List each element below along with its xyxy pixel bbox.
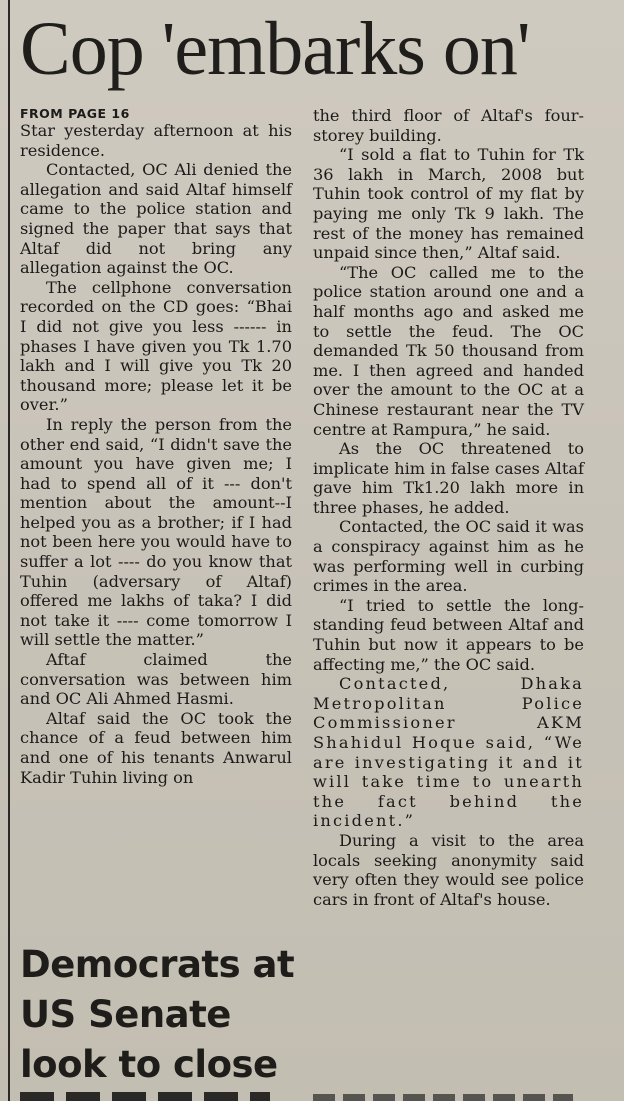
headline-line: US Senate [20, 993, 231, 1036]
jump-label: FROM PAGE 16 [20, 106, 130, 121]
headline-line: look to close [20, 1043, 278, 1086]
paragraph: Contacted, OC Ali denied the allegation and said Altaf himself came to the police station and signed the paper that says that Altaf did not bring any allegation against the OC. [20, 160, 292, 278]
cropped-text-fragment [313, 1094, 573, 1101]
paragraph: “The OC called me to the police station around one and a half months ago and asked me to settle the feud. The OC demanded Tk 50 thousand from me. I then agreed and handed over the amount to the OC at a Chinese restaurant near the TV centre at Rampura,” he said. [313, 262, 584, 439]
paragraph: Aftaf claimed the conversation was between him and OC Ali Ahmed Hasmi. [20, 650, 292, 709]
paragraph: In reply the person from the other end said, “I didn't save the amount you have given me; I had to spend all of it --- don't mention about the amount--I helped you as a brother; if I had not been here you would have to suffer a lot ---- do you know that Tuhin (adversary of Altaf) offered me lakhs of taka? I did not take it ---- come tomorrow I will settle the matter.” [20, 414, 292, 650]
article-column-left [20, 106, 292, 787]
column-rule [8, 0, 10, 1101]
cropped-text-fragment [20, 1092, 270, 1101]
paragraph: the third floor of Altaf's four-storey building. [313, 106, 584, 145]
paragraph: The cellphone conversation recorded on the CD goes: “Bhai I did not give you less ------ in phases I have given you Tk 1.70 lakh and I will give you Tk 20 thousand more; please let it be over.” [20, 277, 292, 415]
paragraph: “I tried to settle the long-standing feud between Altaf and Tuhin but now it appears to be affecting me,” the OC said. [313, 595, 584, 674]
paragraph: During a visit to the area locals seeking anonymity said very often they would see police cars in front of Altaf's house. [313, 830, 584, 909]
article-headline: Cop 'embarks on' [20, 7, 530, 91]
second-article-headline [20, 940, 310, 1090]
paragraph: Star yesterday afternoon at his residence. [20, 121, 292, 160]
article-column-right [313, 106, 584, 909]
paragraph: Contacted, the OC said it was a conspiracy against him as he was performing well in curbing crimes in the area. [313, 517, 584, 596]
paragraph: “I sold a flat to Tuhin for Tk 36 lakh in March, 2008 but Tuhin took control of my flat by paying me only Tk 9 lakh. The rest of the money has remained unpaid since then,” Altaf said. [313, 145, 584, 263]
paragraph: Contacted, Dhaka Metropolitan Police Commissioner AKM Shahidul Hoque said, “We are investigating it and it will take time to unearth the fact behind the incident.” [313, 674, 584, 831]
paragraph: As the OC threatened to implicate him in false cases Altaf gave him Tk1.20 lakh more in three phases, he added. [313, 439, 584, 517]
headline-line: Democrats at [20, 943, 295, 986]
paragraph: Altaf said the OC took the chance of a feud between him and one of his tenants Anwarul Kadir Tuhin living on [20, 708, 292, 787]
